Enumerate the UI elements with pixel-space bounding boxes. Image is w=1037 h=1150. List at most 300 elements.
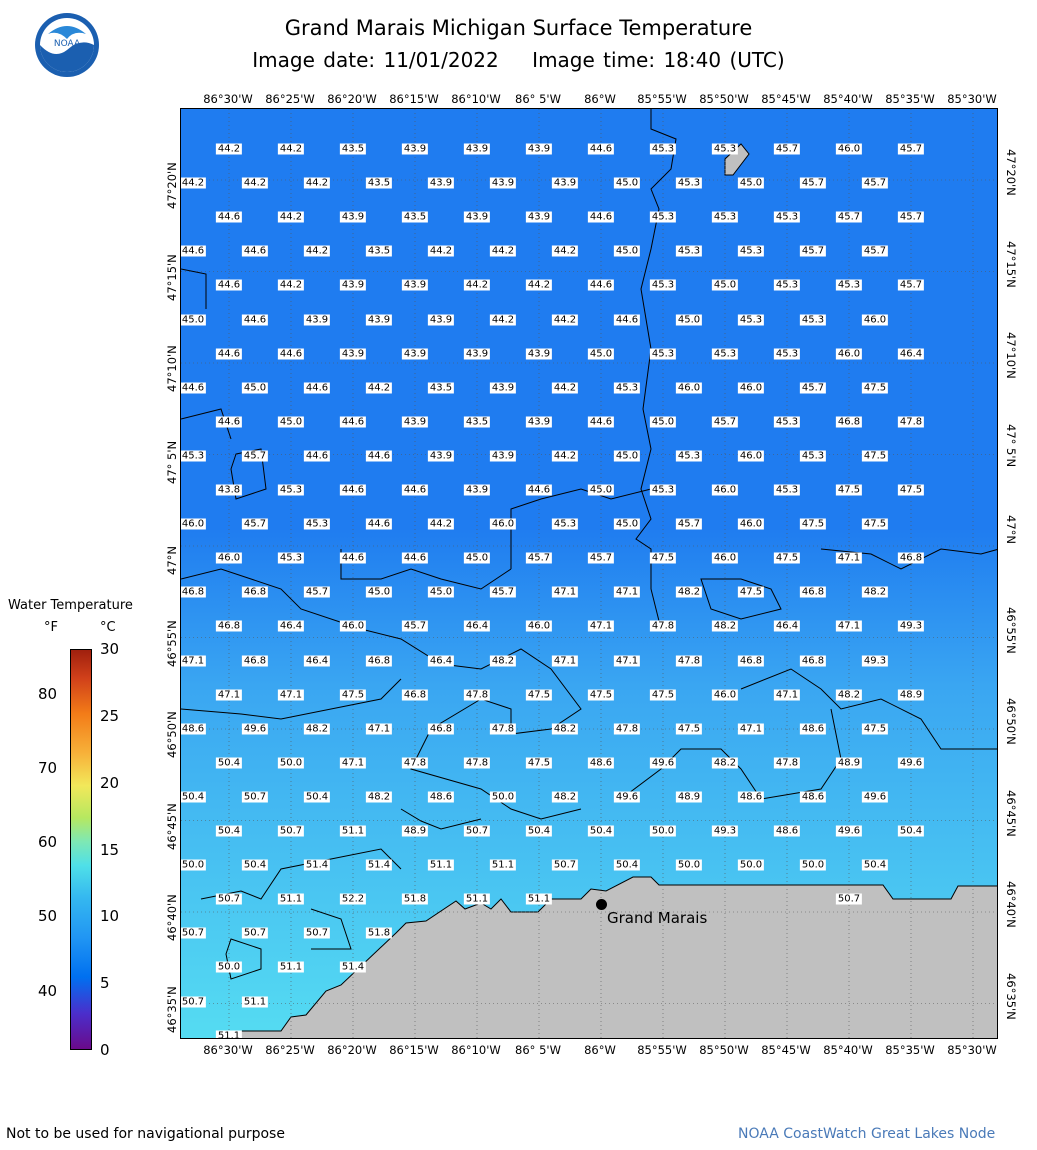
temperature-value: 45.3 (677, 450, 701, 462)
celsius-tick: 15 (100, 840, 120, 859)
temperature-value: 45.7 (713, 416, 737, 428)
temperature-value: 50.0 (217, 961, 241, 973)
longitude-label: 85°40'W (823, 1043, 873, 1057)
temperature-value: 45.3 (775, 211, 799, 223)
temperature-value: 50.4 (181, 791, 205, 803)
temperature-value: 44.2 (305, 245, 329, 257)
temperature-value: 47.5 (739, 586, 763, 598)
temperature-value: 45.7 (491, 586, 515, 598)
temperature-value: 48.2 (713, 620, 737, 632)
temperature-value: 51.8 (403, 893, 427, 905)
temperature-value: 47.5 (677, 723, 701, 735)
temperature-value: 48.2 (837, 689, 861, 701)
temperature-value: 44.2 (279, 211, 303, 223)
temperature-value: 45.3 (775, 416, 799, 428)
temperature-value: 50.0 (677, 859, 701, 871)
temperature-value: 45.3 (677, 177, 701, 189)
fahrenheit-tick: 40 (38, 981, 58, 1000)
temperature-value: 51.1 (279, 893, 303, 905)
temperature-value: 43.5 (403, 211, 427, 223)
temperature-value: 45.3 (739, 314, 763, 325)
temperature-value: 44.2 (553, 314, 577, 325)
temperature-value: 47.8 (465, 757, 489, 769)
temperature-value: 44.6 (305, 382, 329, 394)
temperature-value: 47.5 (527, 689, 551, 701)
temperature-value: 45.0 (615, 518, 639, 530)
temperature-value: 49.6 (837, 825, 861, 837)
temperature-value: 45.7 (589, 552, 613, 564)
temperature-value: 50.4 (217, 825, 241, 837)
temperature-value: 44.6 (367, 450, 391, 462)
fahrenheit-tick: 80 (38, 684, 58, 703)
temperature-value: 47.1 (615, 655, 639, 666)
temperature-value: 47.5 (863, 382, 887, 394)
temperature-value: 49.6 (863, 791, 887, 803)
longitude-label: 86° 5'W (515, 92, 561, 106)
temperature-value: 46.8 (217, 620, 241, 632)
temperature-value: 51.4 (367, 859, 391, 871)
temperature-value: 43.9 (403, 279, 427, 291)
longitude-label: 86°10'W (451, 1043, 501, 1057)
temperature-value: 44.6 (589, 416, 613, 428)
latitude-label: 47° 5'N (165, 440, 179, 484)
celsius-tick: 0 (100, 1041, 110, 1059)
temperature-value: 44.6 (217, 416, 241, 428)
temperature-value: 47.1 (181, 655, 205, 666)
temperature-value: 47.8 (651, 620, 675, 632)
temperature-value: 45.0 (243, 382, 267, 394)
temperature-value: 44.6 (305, 450, 329, 462)
temperature-value: 44.6 (589, 211, 613, 223)
temperature-value: 44.6 (341, 552, 365, 564)
temperature-value: 43.9 (341, 348, 365, 360)
celsius-tick: 20 (100, 773, 120, 792)
temperature-value: 46.0 (863, 314, 887, 325)
temperature-value: 44.2 (279, 279, 303, 291)
temperature-value: 45.0 (589, 348, 613, 360)
temperature-value: 46.0 (677, 382, 701, 394)
temperature-value: 44.2 (429, 245, 453, 257)
temperature-value: 46.0 (713, 484, 737, 496)
temperature-value: 46.4 (279, 620, 303, 632)
longitude-label: 86° 5'W (515, 1043, 561, 1057)
temperature-value: 45.0 (465, 552, 489, 564)
longitude-label: 86°W (584, 92, 616, 106)
latitude-label: 46°40'N (1004, 881, 1018, 928)
latitude-label: 46°45'N (165, 802, 179, 850)
temperature-value: 49.6 (615, 791, 639, 803)
temperature-value: 48.2 (713, 757, 737, 769)
temperature-value: 43.9 (429, 450, 453, 462)
temperature-value: 45.7 (863, 177, 887, 189)
latitude-label: 47°10'N (165, 345, 179, 392)
source-credit: NOAA CoastWatch Great Lakes Node (738, 1126, 996, 1142)
temperature-value: 47.8 (615, 723, 639, 735)
temperature-value: 47.5 (651, 689, 675, 701)
temperature-value: 45.0 (739, 177, 763, 189)
temperature-value: 43.9 (465, 211, 489, 223)
temperature-value: 50.0 (491, 791, 515, 803)
legend-unit-fahrenheit: °F (44, 620, 58, 635)
temperature-value: 47.5 (341, 689, 365, 701)
temperature-value: 46.0 (837, 143, 861, 155)
temperature-value: 46.4 (305, 655, 329, 666)
temperature-value: 51.8 (367, 927, 391, 939)
temperature-value: 48.9 (899, 689, 923, 701)
temperature-value: 45.7 (837, 211, 861, 223)
temperature-value: 44.2 (491, 314, 515, 325)
temperature-value: 44.2 (305, 177, 329, 189)
temperature-value: 47.1 (837, 620, 861, 632)
temperature-value: 50.7 (465, 825, 489, 837)
temperature-value: 47.5 (863, 518, 887, 530)
temperature-value: 43.5 (465, 416, 489, 428)
temperature-value: 43.9 (527, 348, 551, 360)
temperature-value: 50.0 (279, 757, 303, 769)
temperature-value: 49.6 (243, 723, 267, 735)
longitude-label: 86°15'W (389, 1043, 439, 1057)
temperature-value: 50.4 (243, 859, 267, 871)
longitude-label: 86°25'W (265, 1043, 315, 1057)
temperature-value: 50.0 (739, 859, 763, 871)
temperature-value: 46.0 (837, 348, 861, 360)
page-title: Grand Marais Michigan Surface Temperature (284, 16, 753, 40)
celsius-tick: 25 (100, 706, 120, 725)
temperature-value: 45.0 (651, 416, 675, 428)
temperature-value: 46.8 (429, 723, 453, 735)
latitude-label: 46°55'N (1004, 606, 1018, 654)
temperature-value: 50.7 (243, 927, 267, 939)
temperature-value: 45.7 (899, 143, 923, 155)
temperature-value: 47.5 (863, 450, 887, 462)
temperature-value: 47.1 (217, 689, 241, 701)
temperature-value: 43.9 (527, 416, 551, 428)
temperature-value: 45.0 (279, 416, 303, 428)
temperature-value: 43.8 (217, 484, 241, 496)
temperature-value: 46.8 (243, 655, 267, 666)
temperature-value: 51.1 (491, 859, 515, 871)
temperature-value: 47.1 (367, 723, 391, 735)
temperature-value: 48.2 (367, 791, 391, 803)
temperature-value: 43.9 (403, 348, 427, 360)
place-marker (596, 899, 607, 910)
celsius-tick: 5 (100, 974, 110, 993)
temperature-value: 50.7 (217, 893, 241, 905)
celsius-tick: 10 (100, 907, 120, 926)
longitude-label: 85°55'W (637, 1043, 687, 1057)
temperature-value: 44.2 (367, 382, 391, 394)
temperature-value: 47.5 (837, 484, 861, 496)
temperature-value: 49.3 (713, 825, 737, 837)
temperature-value: 44.2 (491, 245, 515, 257)
temperature-value: 47.8 (899, 416, 923, 428)
temperature-value: 47.1 (553, 586, 577, 598)
temperature-value: 44.2 (279, 143, 303, 155)
temperature-value: 47.8 (491, 723, 515, 735)
temperature-value: 45.3 (713, 211, 737, 223)
temperature-value: 46.8 (899, 552, 923, 564)
temperature-value: 47.5 (651, 552, 675, 564)
temperature-value: 46.0 (713, 552, 737, 564)
longitude-label: 85°30'W (947, 92, 997, 106)
temperature-value: 50.7 (181, 996, 205, 1007)
temperature-value: 46.4 (899, 348, 923, 360)
temperature-value: 52.2 (341, 893, 365, 905)
temperature-value: 46.0 (217, 552, 241, 564)
temperature-value: 49.6 (899, 757, 923, 769)
temperature-value: 45.0 (677, 314, 701, 325)
temperature-value: 44.6 (243, 245, 267, 257)
latitude-label: 46°40'N (165, 894, 179, 941)
temperature-value: 45.7 (775, 143, 799, 155)
temperature-value: 43.5 (367, 177, 391, 189)
temperature-value: 48.2 (553, 791, 577, 803)
temperature-value: 43.9 (403, 416, 427, 428)
longitude-label: 85°35'W (885, 92, 935, 106)
temperature-value: 50.4 (305, 791, 329, 803)
temperature-colorbar (70, 649, 92, 1050)
temperature-value: 46.8 (243, 586, 267, 598)
temperature-value: 45.7 (899, 211, 923, 223)
temperature-value: 43.9 (465, 143, 489, 155)
temperature-value: 43.9 (491, 450, 515, 462)
temperature-value: 45.3 (677, 245, 701, 257)
temperature-value: 47.8 (775, 757, 799, 769)
temperature-value: 43.9 (367, 314, 391, 325)
temperature-value: 44.2 (553, 245, 577, 257)
temperature-value: 44.2 (217, 143, 241, 155)
temperature-value: 44.6 (527, 484, 551, 496)
temperature-value: 45.3 (553, 518, 577, 530)
latitude-label: 46°50'N (165, 711, 179, 758)
celsius-tick: 30 (100, 640, 120, 658)
temperature-value: 45.3 (651, 211, 675, 223)
temperature-value: 51.1 (465, 893, 489, 905)
temperature-value: 44.6 (181, 245, 205, 257)
temperature-value: 43.5 (341, 143, 365, 155)
temperature-value: 46.0 (739, 382, 763, 394)
latitude-label: 46°45'N (1004, 789, 1018, 837)
latitude-label: 46°35'N (165, 985, 179, 1033)
temperature-value: 45.0 (589, 484, 613, 496)
temperature-value: 45.7 (243, 518, 267, 530)
temperature-value: 44.6 (341, 484, 365, 496)
temperature-value: 46.8 (403, 689, 427, 701)
temperature-value: 47.8 (677, 655, 701, 666)
temperature-value: 46.8 (801, 586, 825, 598)
temperature-value: 50.4 (589, 825, 613, 837)
longitude-label: 85°40'W (823, 92, 873, 106)
temperature-value: 43.9 (465, 484, 489, 496)
temperature-value: 46.4 (775, 620, 799, 632)
temperature-value: 45.7 (863, 245, 887, 257)
temperature-value: 44.2 (527, 279, 551, 291)
temperature-value: 46.0 (739, 518, 763, 530)
temperature-value: 43.9 (429, 314, 453, 325)
svg-text:NOAA: NOAA (53, 39, 81, 49)
temperature-value: 46.8 (367, 655, 391, 666)
temperature-value: 50.4 (899, 825, 923, 837)
temperature-value: 47.1 (341, 757, 365, 769)
temperature-value: 45.3 (279, 552, 303, 564)
temperature-value: 44.6 (403, 484, 427, 496)
temperature-value: 46.0 (713, 689, 737, 701)
temperature-value: 47.8 (465, 689, 489, 701)
temperature-value: 45.0 (615, 245, 639, 257)
latitude-label: 46°50'N (1004, 698, 1018, 745)
temperature-value: 51.1 (341, 825, 365, 837)
temperature-value: 43.9 (491, 177, 515, 189)
temperature-value: 45.0 (367, 586, 391, 598)
longitude-label: 86°25'W (265, 92, 315, 106)
fahrenheit-tick: 50 (38, 907, 58, 926)
temperature-value: 45.3 (651, 348, 675, 360)
temperature-value: 45.3 (801, 314, 825, 325)
temperature-value: 49.6 (651, 757, 675, 769)
temperature-value: 50.4 (527, 825, 551, 837)
longitude-label: 85°45'W (761, 92, 811, 106)
temperature-value: 48.2 (863, 586, 887, 598)
temperature-value: 44.6 (341, 416, 365, 428)
temperature-value: 51.1 (243, 996, 267, 1007)
temperature-value: 47.5 (899, 484, 923, 496)
temperature-value: 47.1 (775, 689, 799, 701)
temperature-value: 45.3 (775, 279, 799, 291)
temperature-value: 45.7 (801, 245, 825, 257)
temperature-value: 43.9 (553, 177, 577, 189)
latitude-label: 47°20'N (165, 162, 179, 209)
temperature-value: 48.2 (305, 723, 329, 735)
temperature-value: 43.9 (465, 348, 489, 360)
temperature-value: 46.8 (801, 655, 825, 666)
temperature-value: 46.8 (181, 586, 205, 598)
temperature-value: 44.2 (181, 177, 205, 189)
temperature-value: 48.6 (739, 791, 763, 803)
temperature-value: 50.7 (181, 927, 205, 939)
temperature-value: 43.9 (305, 314, 329, 325)
temperature-value: 45.3 (713, 348, 737, 360)
temperature-value: 45.0 (713, 279, 737, 291)
longitude-label: 85°50'W (699, 92, 749, 106)
temperature-value: 47.5 (775, 552, 799, 564)
legend-unit-celsius: °C (100, 620, 116, 635)
temperature-value: 50.0 (801, 859, 825, 871)
temperature-value: 45.3 (181, 450, 205, 462)
temperature-value: 44.6 (403, 552, 427, 564)
temperature-value: 45.7 (403, 620, 427, 632)
temperature-value: 51.4 (341, 961, 365, 973)
temperature-value: 50.4 (615, 859, 639, 871)
temperature-value: 44.6 (243, 314, 267, 325)
temperature-value: 46.8 (739, 655, 763, 666)
temperature-map (180, 108, 998, 1039)
temperature-value: 51.1 (527, 893, 551, 905)
temperature-value: 50.7 (279, 825, 303, 837)
temperature-value: 47.5 (863, 723, 887, 735)
latitude-label: 47°N (165, 546, 179, 575)
temperature-value: 45.0 (429, 586, 453, 598)
temperature-value: 44.2 (553, 382, 577, 394)
temperature-value: 43.9 (491, 382, 515, 394)
temperature-value: 44.6 (367, 518, 391, 530)
temperature-value: 48.9 (403, 825, 427, 837)
temperature-value: 43.5 (367, 245, 391, 257)
temperature-value: 44.6 (217, 348, 241, 360)
temperature-value: 44.6 (217, 279, 241, 291)
temperature-value: 45.3 (651, 143, 675, 155)
temperature-value: 50.7 (837, 893, 861, 905)
temperature-value: 44.6 (181, 382, 205, 394)
temperature-value: 46.0 (739, 450, 763, 462)
temperature-value: 43.9 (341, 211, 365, 223)
temperature-value: 45.7 (899, 279, 923, 291)
temperature-value: 47.5 (589, 689, 613, 701)
navigation-disclaimer: Not to be used for navigational purpose (6, 1126, 285, 1142)
temperature-value: 45.7 (801, 382, 825, 394)
temperature-value: 45.0 (615, 450, 639, 462)
temperature-value: 45.0 (181, 314, 205, 325)
temperature-value: 48.6 (589, 757, 613, 769)
temperature-value: 43.9 (527, 143, 551, 155)
longitude-label: 85°50'W (699, 1043, 749, 1057)
longitude-label: 85°30'W (947, 1043, 997, 1057)
temperature-value: 48.9 (837, 757, 861, 769)
temperature-value: 50.4 (217, 757, 241, 769)
temperature-value: 45.3 (651, 279, 675, 291)
temperature-value: 45.3 (739, 245, 763, 257)
temperature-value: 50.4 (863, 859, 887, 871)
temperature-value: 50.7 (553, 859, 577, 871)
latitude-label: 46°55'N (165, 619, 179, 667)
temperature-value: 48.6 (801, 723, 825, 735)
temperature-value: 44.2 (553, 450, 577, 462)
temperature-value: 45.3 (651, 484, 675, 496)
temperature-value: 49.3 (863, 655, 887, 666)
temperature-value: 44.6 (589, 143, 613, 155)
temperature-value: 48.6 (775, 825, 799, 837)
image-datetime: Image date: 11/01/2022 Image time: 18:40 (UTC) (252, 48, 785, 72)
temperature-value: 44.6 (589, 279, 613, 291)
temperature-value: 46.0 (491, 518, 515, 530)
temperature-value: 45.3 (775, 348, 799, 360)
temperature-value: 43.9 (403, 143, 427, 155)
temperature-value: 45.7 (527, 552, 551, 564)
temperature-value: 48.2 (553, 723, 577, 735)
latitude-label: 47°10'N (1004, 332, 1018, 379)
temperature-value: 47.5 (801, 518, 825, 530)
temperature-value: 48.9 (677, 791, 701, 803)
temperature-value: 45.3 (615, 382, 639, 394)
temperature-value: 51.4 (305, 859, 329, 871)
longitude-label: 86°30'W (203, 1043, 253, 1057)
longitude-label: 86°20'W (327, 92, 377, 106)
temperature-value: 50.0 (651, 825, 675, 837)
temperature-value: 45.7 (305, 586, 329, 598)
temperature-value: 44.2 (429, 518, 453, 530)
temperature-value: 45.3 (801, 450, 825, 462)
temperature-value: 47.1 (589, 620, 613, 632)
temperature-value: 46.0 (181, 518, 205, 530)
temperature-value: 46.4 (429, 655, 453, 666)
temperature-value: 48.6 (801, 791, 825, 803)
temperature-value: 49.3 (899, 620, 923, 632)
longitude-label: 85°35'W (885, 1043, 935, 1057)
temperature-value: 45.3 (305, 518, 329, 530)
temperature-value: 48.2 (491, 655, 515, 666)
temperature-value: 45.7 (677, 518, 701, 530)
temperature-value: 43.9 (429, 177, 453, 189)
temperature-value: 44.2 (243, 177, 267, 189)
